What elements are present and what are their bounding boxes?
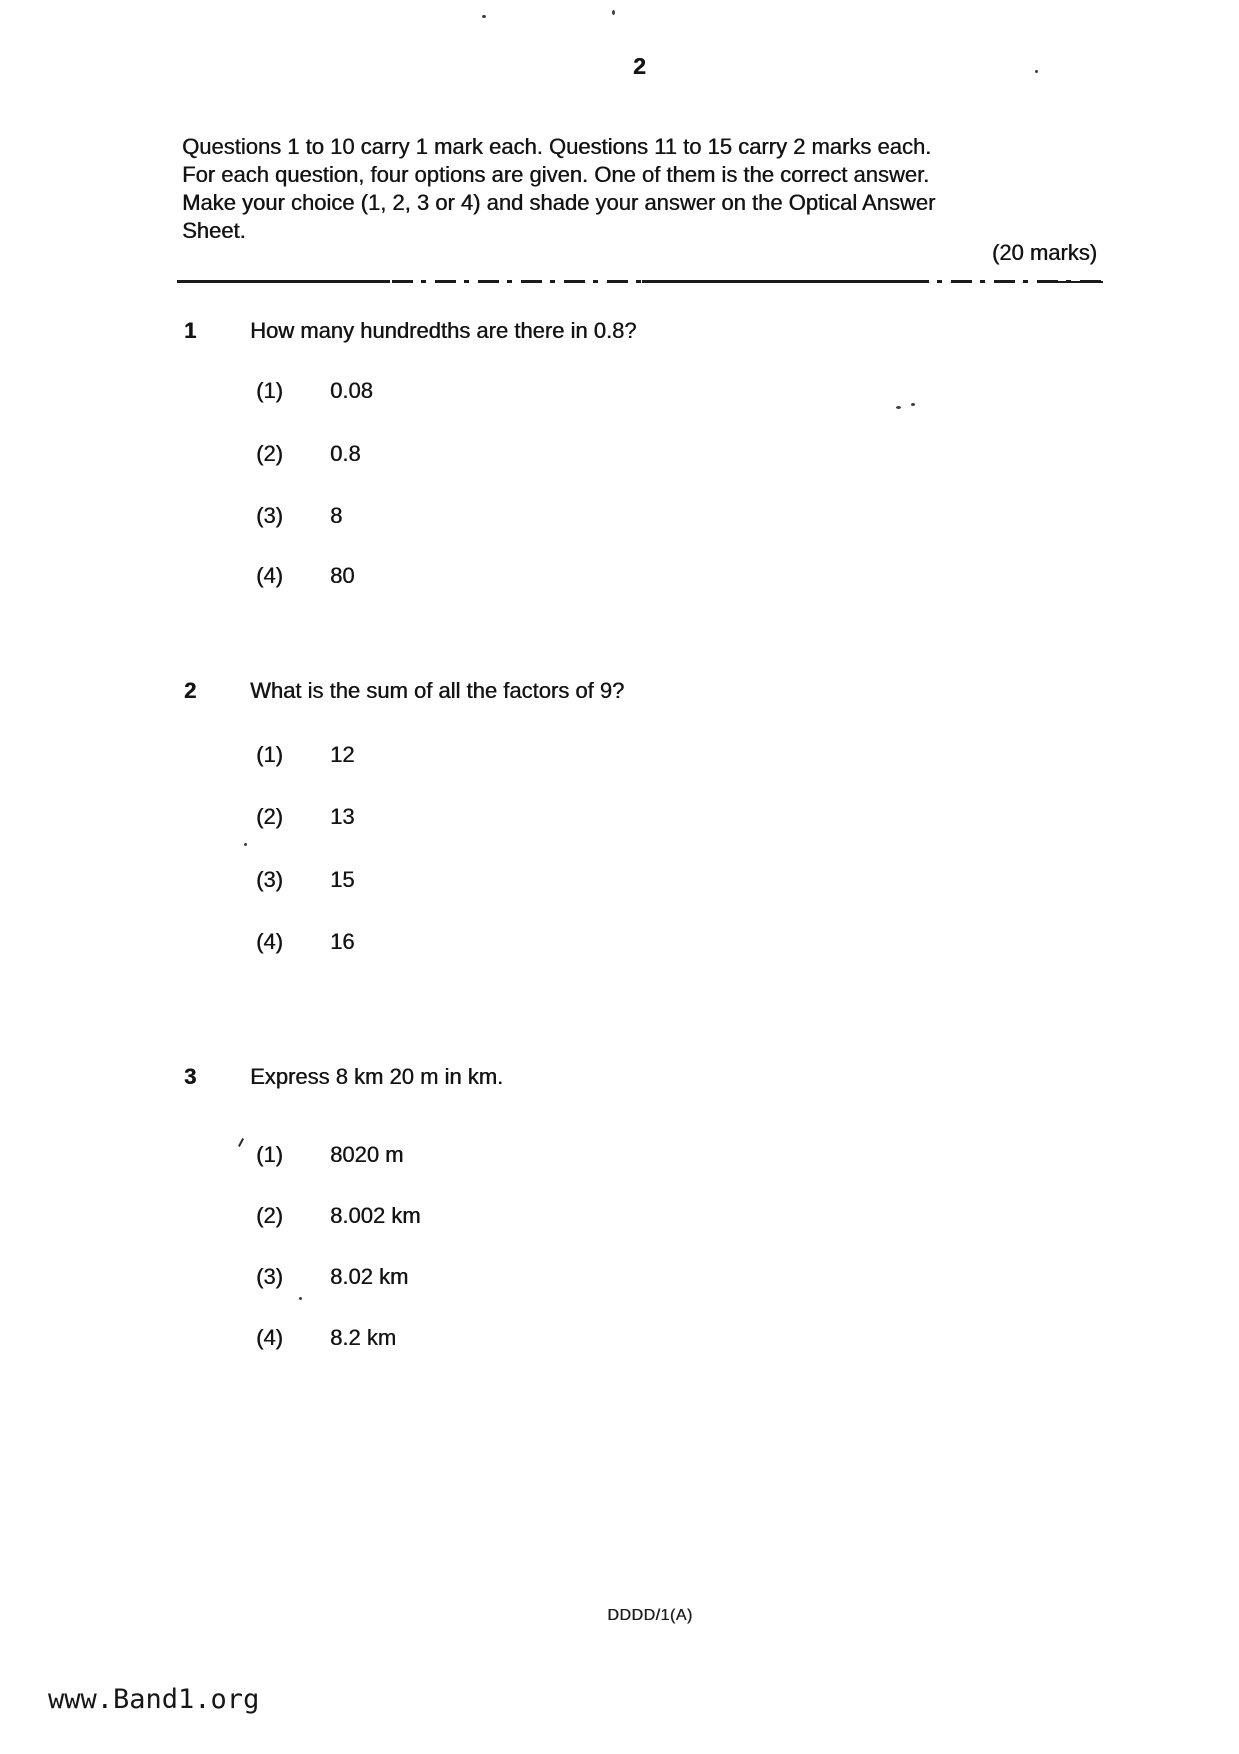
question-1-option-4-value: 80 — [330, 563, 355, 588]
question-3-option-1-value: 8020 m — [330, 1142, 404, 1167]
scan-speck — [1035, 70, 1038, 73]
question-2-option-1-label: (1) — [256, 742, 283, 767]
scan-tick-mark — [238, 1138, 244, 1147]
instructions-line: For each question, four options are given. One of them is the correct answer. — [182, 162, 930, 187]
question-2-text: What is the sum of all the factors of 9? — [250, 678, 625, 703]
question-2-option-3-value: 15 — [330, 867, 355, 892]
question-1-option-3-label: (3) — [256, 503, 283, 528]
question-3-option-3-value: 8.02 km — [330, 1264, 409, 1289]
question-3-option-2-value: 8.002 km — [330, 1203, 421, 1228]
question-2-option-4-value: 16 — [330, 929, 355, 954]
question-2-option-1-value: 12 — [330, 742, 355, 767]
question-1-option-2-value: 0.8 — [330, 441, 361, 466]
instructions-block — [182, 133, 1042, 245]
question-2-option-2-value: 13 — [330, 804, 355, 829]
question-1-option-1-label: (1) — [256, 378, 283, 403]
marks-total: (20 marks) — [991, 240, 1097, 265]
question-3-option-4-value: 8.2 km — [330, 1325, 397, 1350]
scan-speck — [482, 15, 486, 18]
scan-speck — [911, 403, 915, 406]
question-2-option-2-label: (2) — [256, 804, 283, 829]
question-1-text: How many hundredths are there in 0.8? — [250, 318, 637, 343]
scan-speck — [244, 843, 247, 846]
question-3-option-3-label: (3) — [256, 1264, 283, 1289]
footer-paper-code: DDDD/1(A) — [607, 1607, 693, 1624]
question-3-number: 3 — [184, 1064, 197, 1089]
question-2-option-4-label: (4) — [256, 929, 283, 954]
instructions-line: Sheet. — [182, 218, 246, 243]
question-2-option-3-label: (3) — [256, 867, 283, 892]
question-3-option-4-label: (4) — [256, 1325, 283, 1350]
question-3-option-1-label: (1) — [256, 1142, 283, 1167]
section-divider — [177, 280, 1103, 283]
question-1-option-4-label: (4) — [256, 563, 283, 588]
question-1-number: 1 — [184, 318, 197, 343]
question-1-option-3-value: 8 — [330, 503, 343, 528]
question-3-text: Express 8 km 20 m in km. — [250, 1064, 504, 1089]
scan-speck — [299, 1297, 302, 1300]
question-1-option-1-value: 0.08 — [330, 378, 373, 403]
instructions-line: Questions 1 to 10 carry 1 mark each. Questions 11 to 15 carry 2 marks each. — [182, 134, 932, 159]
scan-speck — [896, 406, 901, 409]
instructions-line: Make your choice (1, 2, 3 or 4) and shade your answer on the Optical Answer — [182, 190, 936, 215]
scan-speck — [612, 10, 615, 15]
question-2-number: 2 — [184, 678, 197, 703]
watermark-url: www.Band1.org — [48, 1684, 260, 1715]
question-3-option-2-label: (2) — [256, 1203, 283, 1228]
page-number: 2 — [633, 53, 646, 79]
question-1-option-2-label: (2) — [256, 441, 283, 466]
